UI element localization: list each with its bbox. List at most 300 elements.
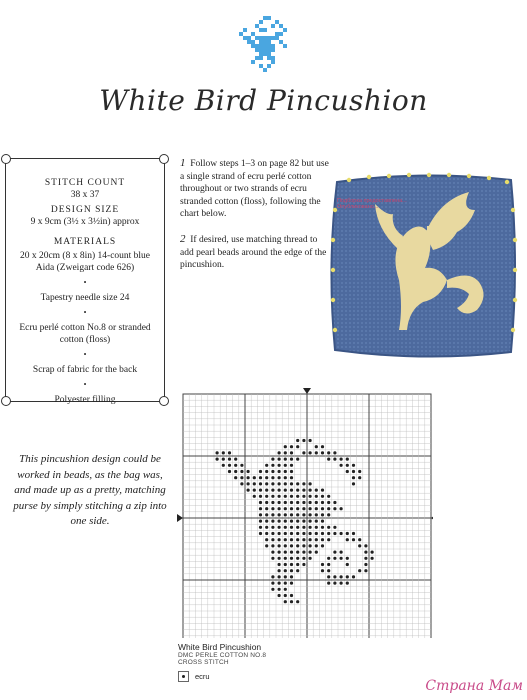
chart-thread: DMC PERLE COTTON NO.8 [178, 652, 267, 659]
stitch-mark [265, 489, 268, 492]
stitch-mark [271, 513, 274, 516]
stitch-mark [253, 489, 256, 492]
stitch-mark [253, 482, 256, 485]
stitch-mark [271, 495, 274, 498]
stitch-mark [253, 476, 256, 479]
chart-legend [178, 642, 266, 682]
stitch-mark [309, 520, 312, 523]
stitch-mark [296, 501, 299, 504]
stitch-mark [302, 501, 305, 504]
stitch-mark [240, 482, 243, 485]
materials-needle: Tapestry needle size 24 [40, 293, 130, 303]
stitch-mark [278, 489, 281, 492]
stitch-mark [302, 489, 305, 492]
stitch-mark [309, 507, 312, 510]
stitch-mark [309, 538, 312, 541]
corner-ornament-icon [159, 154, 169, 164]
stitch-mark [284, 538, 287, 541]
stitch-mark [346, 538, 349, 541]
stitch-mark [284, 569, 287, 572]
stitch-mark [315, 507, 318, 510]
stitch-mark [340, 582, 343, 585]
stitch-mark [240, 464, 243, 467]
bullet-icon: • [83, 350, 87, 359]
stitch-mark [234, 464, 237, 467]
stitch-mark [333, 551, 336, 554]
stitch-mark [302, 538, 305, 541]
center-arrow-icon [303, 388, 311, 394]
chart-name: White Bird Pincushion [178, 642, 262, 652]
stitch-mark [253, 495, 256, 498]
stitch-mark [340, 507, 343, 510]
stitch-mark [234, 470, 237, 473]
stitch-mark [296, 557, 299, 560]
stitch-mark [302, 507, 305, 510]
stitch-mark [315, 520, 318, 523]
stitch-mark [333, 458, 336, 461]
stitch-mark [278, 520, 281, 523]
bullet-icon: • [83, 380, 87, 389]
stitch-mark [259, 532, 262, 535]
stitch-mark [278, 538, 281, 541]
stitch-mark [309, 557, 312, 560]
stitch-mark [315, 445, 318, 448]
stitch-mark [278, 582, 281, 585]
design-size-value: 9 x 9cm (3½ x 3½in) approx [30, 217, 140, 227]
stitch-mark [278, 482, 281, 485]
materials-fabric: 20 x 20cm (8 x 8in) 14-count blue Aida (Zweigart code 626) [19, 251, 151, 273]
corner-ornament-icon [1, 396, 11, 406]
stitch-mark [290, 532, 293, 535]
stitch-mark [340, 532, 343, 535]
stitch-mark [290, 476, 293, 479]
stitch-mark [321, 501, 324, 504]
stitch-mark [371, 551, 374, 554]
stitch-mark [327, 526, 330, 529]
stitch-mark [296, 569, 299, 572]
stitch-mark [290, 582, 293, 585]
stitch-mark [259, 520, 262, 523]
chart-stitch-type: CROSS STITCH [178, 659, 229, 666]
stitch-mark [284, 600, 287, 603]
stitch-mark [234, 458, 237, 461]
stitch-mark [346, 458, 349, 461]
stitch-mark [247, 489, 250, 492]
stitch-mark [290, 594, 293, 597]
stitch-mark [265, 544, 268, 547]
stitch-mark [352, 575, 355, 578]
stitch-mark [315, 532, 318, 535]
stitch-mark [234, 476, 237, 479]
step-2: 2 If desired, use matching thread to add pearl beads around the edge of the pincushion. [180, 232, 327, 271]
stitch-mark [302, 520, 305, 523]
stitch-mark [265, 507, 268, 510]
stitch-mark [364, 544, 367, 547]
stitch-mark [271, 557, 274, 560]
stitch-mark [296, 526, 299, 529]
stitch-mark [278, 501, 281, 504]
stitch-mark [333, 557, 336, 560]
stitch-mark [358, 544, 361, 547]
stitch-mark [315, 501, 318, 504]
stitch-mark [271, 532, 274, 535]
stitch-mark [284, 476, 287, 479]
stitch-mark [278, 476, 281, 479]
stitch-mark [327, 532, 330, 535]
stitch-mark [302, 563, 305, 566]
stitch-mark [346, 470, 349, 473]
stitch-mark [321, 544, 324, 547]
stitch-mark [271, 489, 274, 492]
stitch-mark [271, 526, 274, 529]
stitch-mark [271, 582, 274, 585]
stitch-mark [296, 507, 299, 510]
stitch-mark [321, 495, 324, 498]
stitch-mark [333, 451, 336, 454]
stitch-mark [284, 563, 287, 566]
stitch-mark [302, 544, 305, 547]
stitch-mark [284, 495, 287, 498]
stitch-mark [364, 563, 367, 566]
stitch-mark [228, 470, 231, 473]
stitch-mark [333, 575, 336, 578]
stitch-mark [216, 451, 219, 454]
ecru-swatch-icon [178, 671, 189, 682]
stitch-mark [265, 532, 268, 535]
stitch-mark [315, 451, 318, 454]
stitch-mark [271, 501, 274, 504]
stitch-mark [321, 532, 324, 535]
stitch-mark [358, 538, 361, 541]
stitch-mark [284, 445, 287, 448]
stitch-mark [327, 501, 330, 504]
stitch-mark [290, 513, 293, 516]
stitch-mark [315, 513, 318, 516]
stitch-mark [271, 520, 274, 523]
stitch-mark [290, 526, 293, 529]
stitch-mark [352, 464, 355, 467]
stitch-mark [321, 507, 324, 510]
stitch-mark [309, 501, 312, 504]
stitch-mark [364, 557, 367, 560]
stitch-mark [321, 513, 324, 516]
stitch-mark [296, 532, 299, 535]
stitch-mark [284, 594, 287, 597]
stitch-mark [321, 563, 324, 566]
stitch-mark [265, 495, 268, 498]
stitch-mark [333, 501, 336, 504]
stitch-mark [296, 538, 299, 541]
stitch-mark [278, 575, 281, 578]
stitch-mark [327, 557, 330, 560]
stitch-mark [278, 551, 281, 554]
stitch-mark [296, 520, 299, 523]
stitch-mark [271, 507, 274, 510]
step-1: 1 Follow steps 1–3 on page 82 but use a single strand of ecru perlé cotton throughout or two strands of ecru stranded cotton (floss), following the chart below. [180, 157, 329, 220]
stitch-mark [271, 458, 274, 461]
stitch-mark [284, 520, 287, 523]
stitch-mark [321, 451, 324, 454]
stitch-mark [321, 445, 324, 448]
stitch-mark [278, 495, 281, 498]
stitch-mark [284, 532, 287, 535]
stitch-mark [371, 557, 374, 560]
stitch-mark [327, 495, 330, 498]
stitch-mark [228, 458, 231, 461]
stitch-mark [284, 582, 287, 585]
materials-box [5, 158, 165, 405]
instructions [180, 157, 330, 284]
watermark: Страна Мам [425, 678, 523, 694]
materials-scrap: Scrap of fabric for the back [32, 365, 138, 375]
stitch-mark [296, 445, 299, 448]
stitch-mark [259, 507, 262, 510]
stitch-mark [240, 476, 243, 479]
stitch-mark [309, 551, 312, 554]
stitch-mark [290, 464, 293, 467]
stitch-mark [290, 600, 293, 603]
stitch-mark [259, 482, 262, 485]
stitch-mark [284, 501, 287, 504]
stitch-mark [265, 476, 268, 479]
stitch-mark [364, 569, 367, 572]
stitch-mark [340, 464, 343, 467]
stitch-mark [290, 563, 293, 566]
stitch-mark [290, 470, 293, 473]
stitch-mark [302, 513, 305, 516]
stitch-mark [278, 451, 281, 454]
stitch-mark [290, 501, 293, 504]
stitch-mark [284, 575, 287, 578]
stitch-mark [340, 575, 343, 578]
stitch-mark [296, 544, 299, 547]
stitch-mark [302, 482, 305, 485]
stitch-mark [302, 451, 305, 454]
stitch-mark [278, 588, 281, 591]
stitch-mark [265, 470, 268, 473]
stitch-mark [302, 526, 305, 529]
stitch-mark [265, 482, 268, 485]
stitch-mark [309, 495, 312, 498]
stitch-mark [358, 470, 361, 473]
stitch-mark [271, 544, 274, 547]
stitch-mark [309, 526, 312, 529]
stitch-mark [284, 557, 287, 560]
stitch-mark [290, 445, 293, 448]
stitch-mark [259, 470, 262, 473]
stitch-mark [346, 582, 349, 585]
stitch-mark [315, 551, 318, 554]
stitch-mark [309, 513, 312, 516]
stitch-mark [290, 569, 293, 572]
stitch-mark [284, 513, 287, 516]
stitch-mark [315, 544, 318, 547]
stitch-mark [284, 526, 287, 529]
stitch-mark [222, 451, 225, 454]
stitch-mark [265, 538, 268, 541]
stitch-mark [296, 482, 299, 485]
stitch-mark [284, 482, 287, 485]
stitch-mark [290, 557, 293, 560]
stitch-mark [302, 551, 305, 554]
stitch-mark [315, 538, 318, 541]
corner-ornament-icon [159, 396, 169, 406]
stitch-mark [284, 464, 287, 467]
stitch-mark [352, 538, 355, 541]
stitch-mark [259, 489, 262, 492]
stitch-mark [278, 594, 281, 597]
stitch-mark [290, 489, 293, 492]
stitch-mark [271, 551, 274, 554]
stitch-mark [358, 476, 361, 479]
stitch-mark [259, 495, 262, 498]
corner-ornament-icon [1, 154, 11, 164]
bird-logo-icon [229, 12, 299, 80]
stitch-mark [346, 532, 349, 535]
stitch-mark [278, 470, 281, 473]
stitch-mark [340, 458, 343, 461]
materials-filling: Polyester filling [54, 395, 116, 405]
stitch-mark [352, 532, 355, 535]
stitch-mark [333, 507, 336, 510]
stitch-mark [284, 458, 287, 461]
stitch-mark [309, 544, 312, 547]
bullet-icon: • [83, 278, 87, 287]
stitch-mark [247, 476, 250, 479]
stitch-count-heading: STITCH COUNT [44, 178, 126, 188]
stitch-mark [296, 439, 299, 442]
stitch-mark [228, 451, 231, 454]
stitch-mark [265, 513, 268, 516]
stitch-mark [284, 551, 287, 554]
stitch-mark [333, 526, 336, 529]
bullet-icon: • [83, 308, 87, 317]
stitch-mark [216, 458, 219, 461]
stitch-mark [364, 551, 367, 554]
stitch-mark [346, 464, 349, 467]
stitch-mark [327, 582, 330, 585]
stitch-mark [352, 476, 355, 479]
stitch-count-value: 38 x 37 [70, 190, 100, 200]
stitch-mark [284, 470, 287, 473]
stitch-mark [327, 513, 330, 516]
stitch-mark [302, 439, 305, 442]
stitch-mark [309, 451, 312, 454]
stitch-mark [296, 495, 299, 498]
stitch-mark [271, 470, 274, 473]
stitch-mark [247, 482, 250, 485]
stitch-mark [278, 532, 281, 535]
stitch-mark [278, 563, 281, 566]
stitch-mark [290, 520, 293, 523]
legend-key-ecru: ecru [178, 671, 266, 682]
stitch-mark [302, 557, 305, 560]
stitch-mark [259, 501, 262, 504]
stitch-mark [327, 563, 330, 566]
materials-heading: MATERIALS [53, 237, 117, 247]
center-arrow-icon [177, 514, 183, 522]
stitch-mark [284, 507, 287, 510]
stitch-mark [271, 575, 274, 578]
stitch-mark [315, 495, 318, 498]
stitch-mark [296, 551, 299, 554]
design-note: This pincushion design could be worked in beads, as the bag was, and made up as a pretty, matching purse by simply stitching a zip into one side. [13, 453, 167, 527]
stitch-mark [321, 520, 324, 523]
stitch-mark [340, 551, 343, 554]
stitch-mark [290, 482, 293, 485]
stitch-mark [333, 582, 336, 585]
stitch-mark [240, 470, 243, 473]
stitch-mark [321, 489, 324, 492]
stitch-mark [352, 482, 355, 485]
stitch-mark [346, 557, 349, 560]
stitch-mark [290, 451, 293, 454]
stitch-mark [327, 575, 330, 578]
stamp-watermark: Подборка предоставлена... Опубликовано... [337, 198, 407, 210]
stitch-mark [259, 526, 262, 529]
stitch-mark [290, 544, 293, 547]
stitch-mark [278, 544, 281, 547]
cross-stitch-chart [177, 388, 433, 638]
stitch-mark [309, 482, 312, 485]
stitch-mark [321, 526, 324, 529]
stitch-mark [296, 563, 299, 566]
stitch-mark [290, 495, 293, 498]
stitch-mark [296, 600, 299, 603]
stitch-mark [309, 489, 312, 492]
stitch-mark [290, 551, 293, 554]
stitch-mark [327, 569, 330, 572]
stitch-mark [296, 458, 299, 461]
page-title: White Bird Pincushion [99, 84, 428, 117]
stitch-mark [327, 538, 330, 541]
stitch-mark [284, 588, 287, 591]
stitch-mark [278, 569, 281, 572]
stitch-mark [302, 532, 305, 535]
stitch-mark [309, 439, 312, 442]
stitch-mark [271, 588, 274, 591]
stitch-mark [296, 489, 299, 492]
stitch-mark [284, 451, 287, 454]
stitch-mark [271, 538, 274, 541]
stitch-mark [333, 532, 336, 535]
stitch-mark [265, 520, 268, 523]
stitch-mark [327, 458, 330, 461]
stitch-mark [358, 569, 361, 572]
stitch-mark [265, 501, 268, 504]
stitch-mark [321, 538, 324, 541]
stitch-mark [247, 470, 250, 473]
stitch-mark [271, 476, 274, 479]
stitch-mark [284, 544, 287, 547]
stitch-mark [278, 526, 281, 529]
stitch-mark [296, 513, 299, 516]
stitch-mark [265, 464, 268, 467]
stitch-mark [327, 507, 330, 510]
stitch-mark [228, 464, 231, 467]
stitch-mark [259, 476, 262, 479]
stitch-mark [290, 538, 293, 541]
stitch-mark [265, 526, 268, 529]
stitch-mark [315, 526, 318, 529]
stitch-mark [302, 495, 305, 498]
design-size-heading: DESIGN SIZE [50, 205, 120, 215]
stitch-mark [278, 507, 281, 510]
stitch-mark [340, 557, 343, 560]
stitch-mark [327, 451, 330, 454]
stitch-mark [346, 575, 349, 578]
stitch-mark [309, 532, 312, 535]
